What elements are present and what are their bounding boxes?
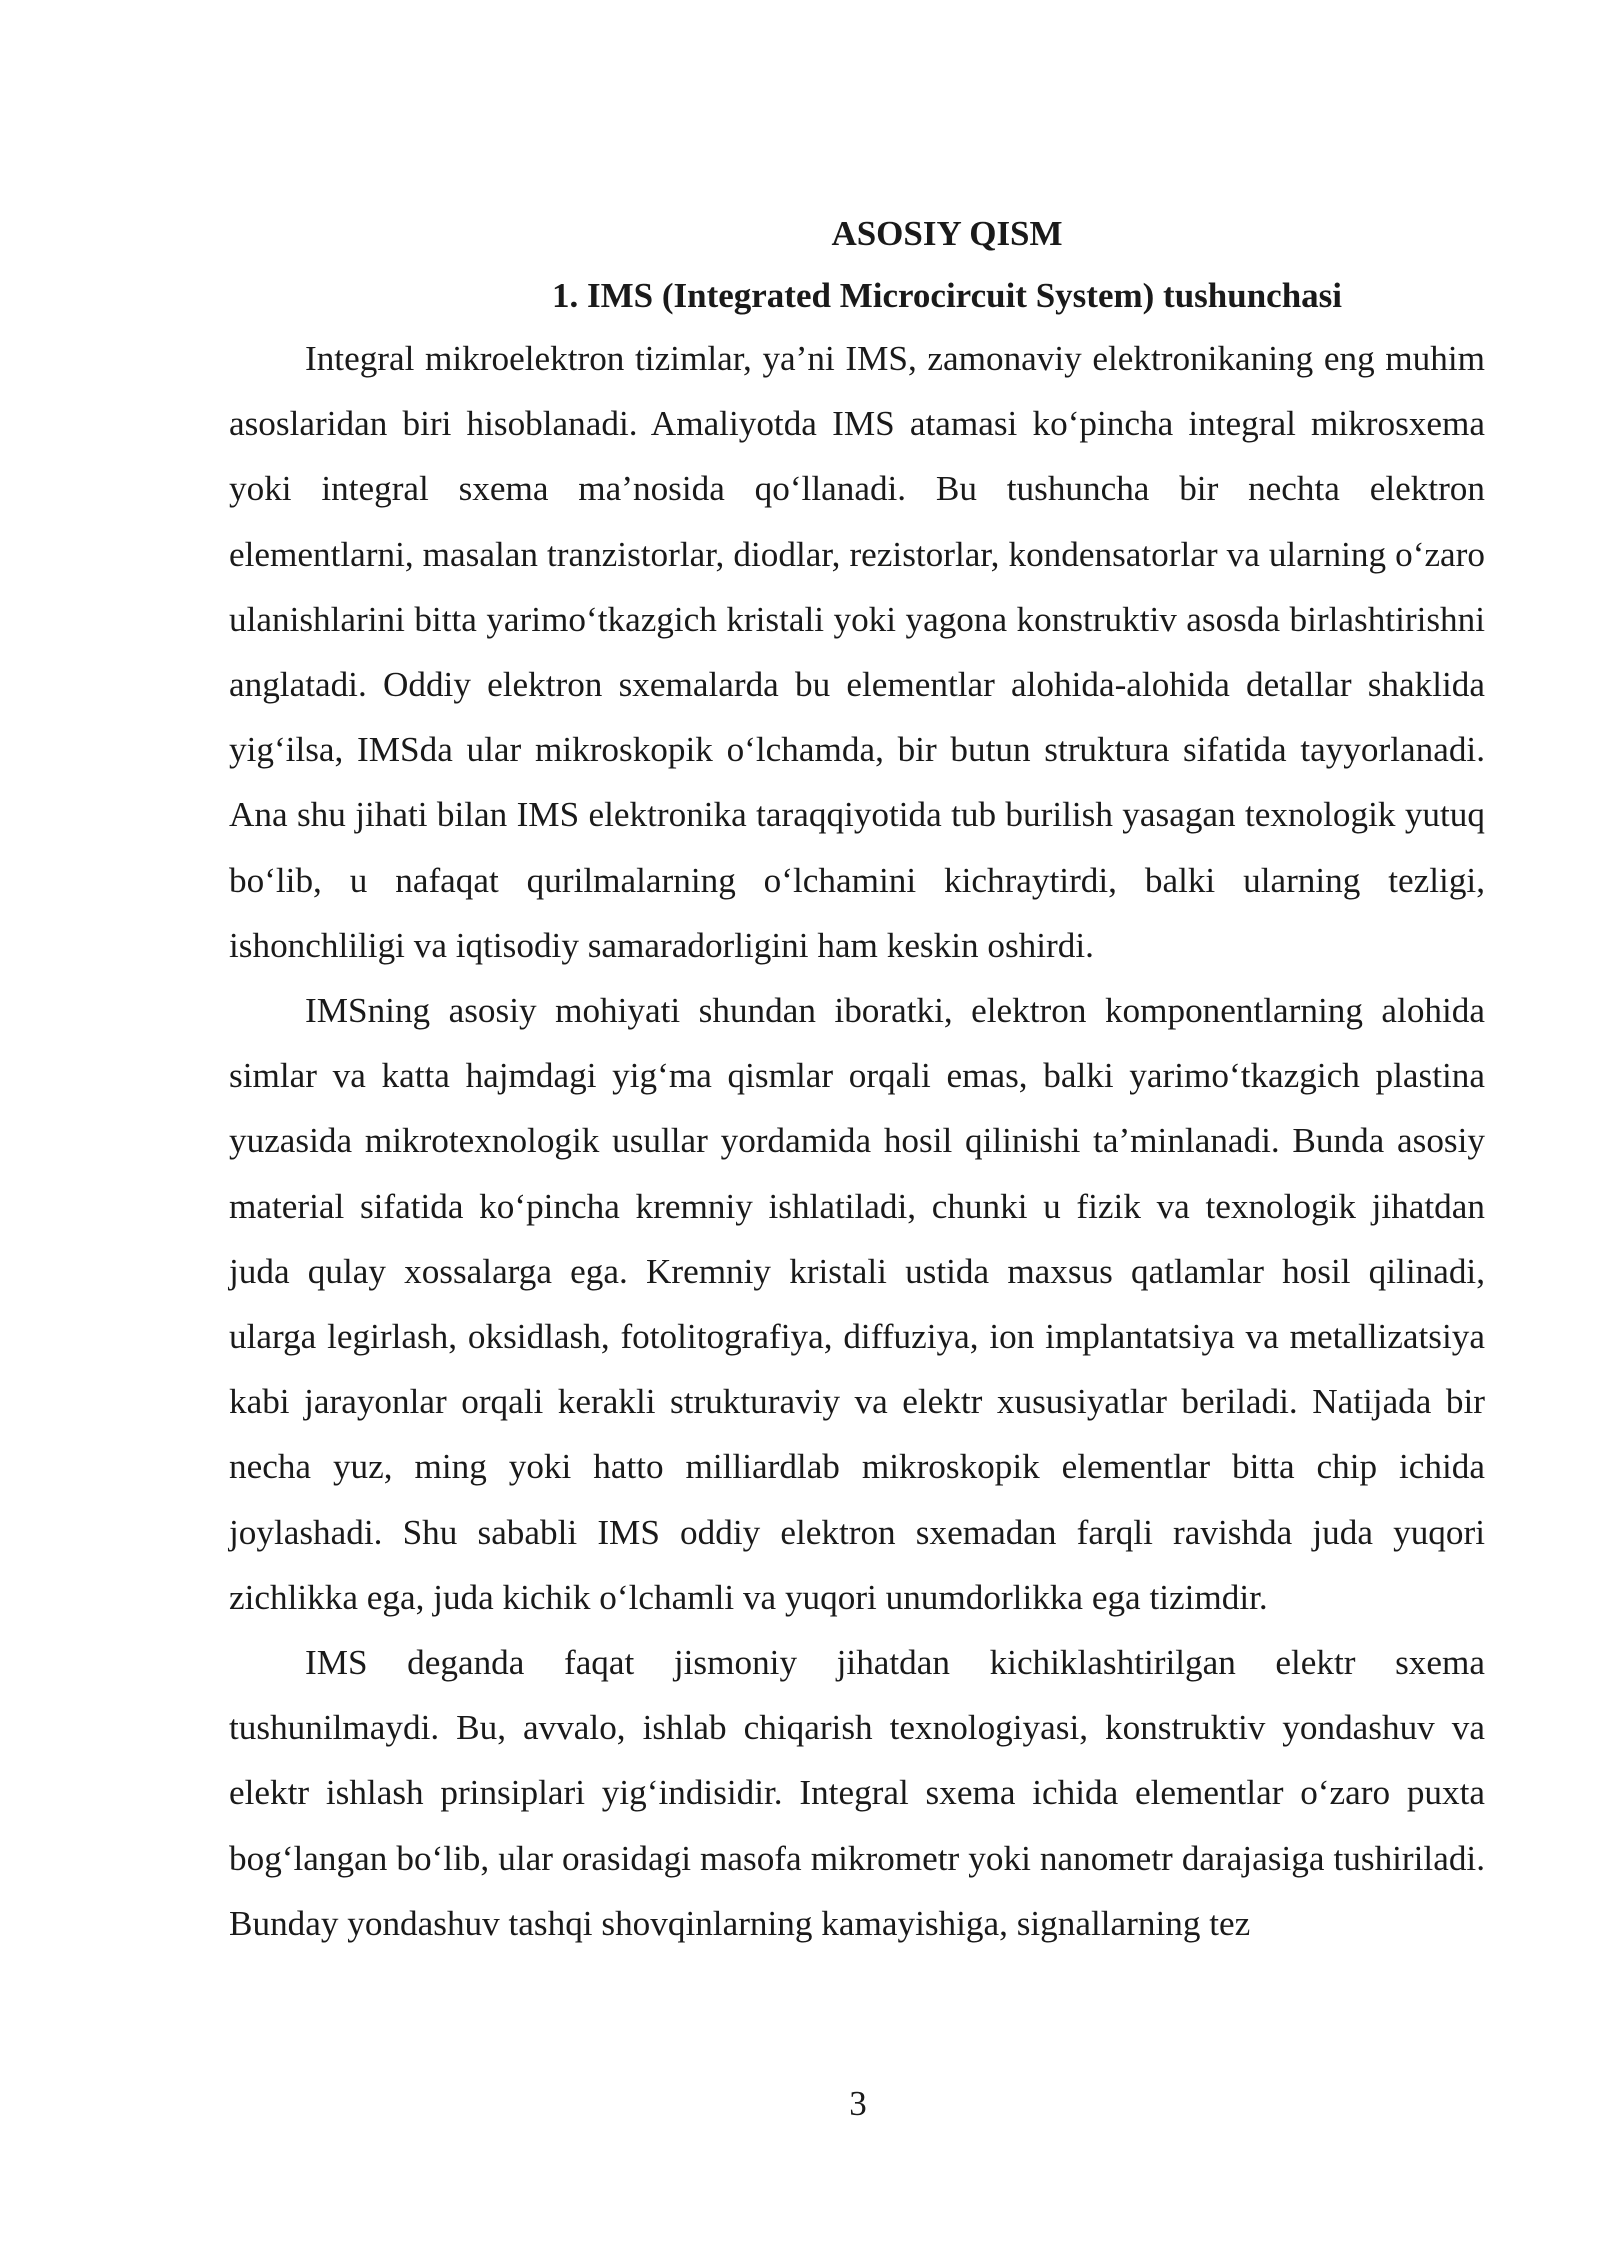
body-paragraph-3: IMS deganda faqat jismoniy jihatdan kichiklashtirilgan elektr sxema tushunilmaydi. Bu, avvalo, ishlab chiqarish texnologiyasi, konstruktiv yondashuv va elektr ishlash prinsiplari yig‘indisidir. Integral sxema ichida elementlar o‘zaro puxta bog‘langan bo‘lib, ular orasidagi masofa mikrometr yoki nanometr darajasiga tushiriladi. Bunday yondashuv tashqi shovqinlarning kamayishiga, signallarning tez: [229, 1643, 1485, 1943]
subsection-title: 1. IMS (Integrated Microcircuit System) tushunchasi: [551, 276, 1343, 315]
page-number: 3: [849, 2084, 867, 2123]
page-content: [229, 208, 1485, 1956]
body-paragraph-1: Integral mikroelektron tizimlar, ya’ni IMS, zamonaviy elektronikaning eng muhim asoslaridan biri hisoblanadi. Amaliyotda IMS atamasi ko‘pincha integral mikrosxema yoki integral sxema ma’nosida qo‘llanadi. Bu tushuncha bir nechta elektron elementlarni, masalan tranzistorlar, diodlar, rezistorlar, kondensatorlar va ularning o‘zaro ulanishlarini bitta yarimo‘tkazgich kristali yoki yagona konstruktiv asosda birlashtirishni anglatadi. Oddiy elektron sxemalarda bu elementlar alohida-alohida detallar shaklida yig‘ilsa, IMSda ular mikroskopik o‘lchamda, bir butun struktura sifatida tayyorlanadi. Ana shu jihati bilan IMS elektronika taraqqiyotida tub burilish yasagan texnologik yutuq bo‘lib, u nafaqat qurilmalarning o‘lchamini kichraytirdi, balki ularning tezligi, ishonchliligi va iqtisodiy samaradorligini ham keskin oshirdi.: [229, 339, 1485, 965]
section-title: ASOSIY QISM: [831, 214, 1063, 253]
body-paragraph-2: IMSning asosiy mohiyati shundan iboratki, elektron komponentlarning alohida simlar va katta hajmdagi yig‘ma qismlar orqali emas, balki yarimo‘tkazgich plastina yuzasida mikrotexnologik usullar yordamida hosil qilinishi ta’minlanadi. Bunda asosiy material sifatida ko‘pincha kremniy ishlatiladi, chunki u fizik va texnologik jihatdan juda qulay xossalarga ega. Kremniy kristali ustida maxsus qatlamlar hosil qilinadi, ularga legirlash, oksidlash, fotolitografiya, diffuziya, ion implantatsiya va metallizatsiya kabi jarayonlar orqali kerakli strukturaviy va elektr xususiyatlar beriladi. Natijada bir necha yuz, ming yoki hatto milliardlab mikroskopik elementlar bitta chip ichida joylashadi. Shu sababli IMS oddiy elektron sxemadan farqli ravishda juda yuqori zichlikka ega, juda kichik o‘lchamli va yuqori unumdorlikka ega tizimdir.: [229, 991, 1485, 1617]
